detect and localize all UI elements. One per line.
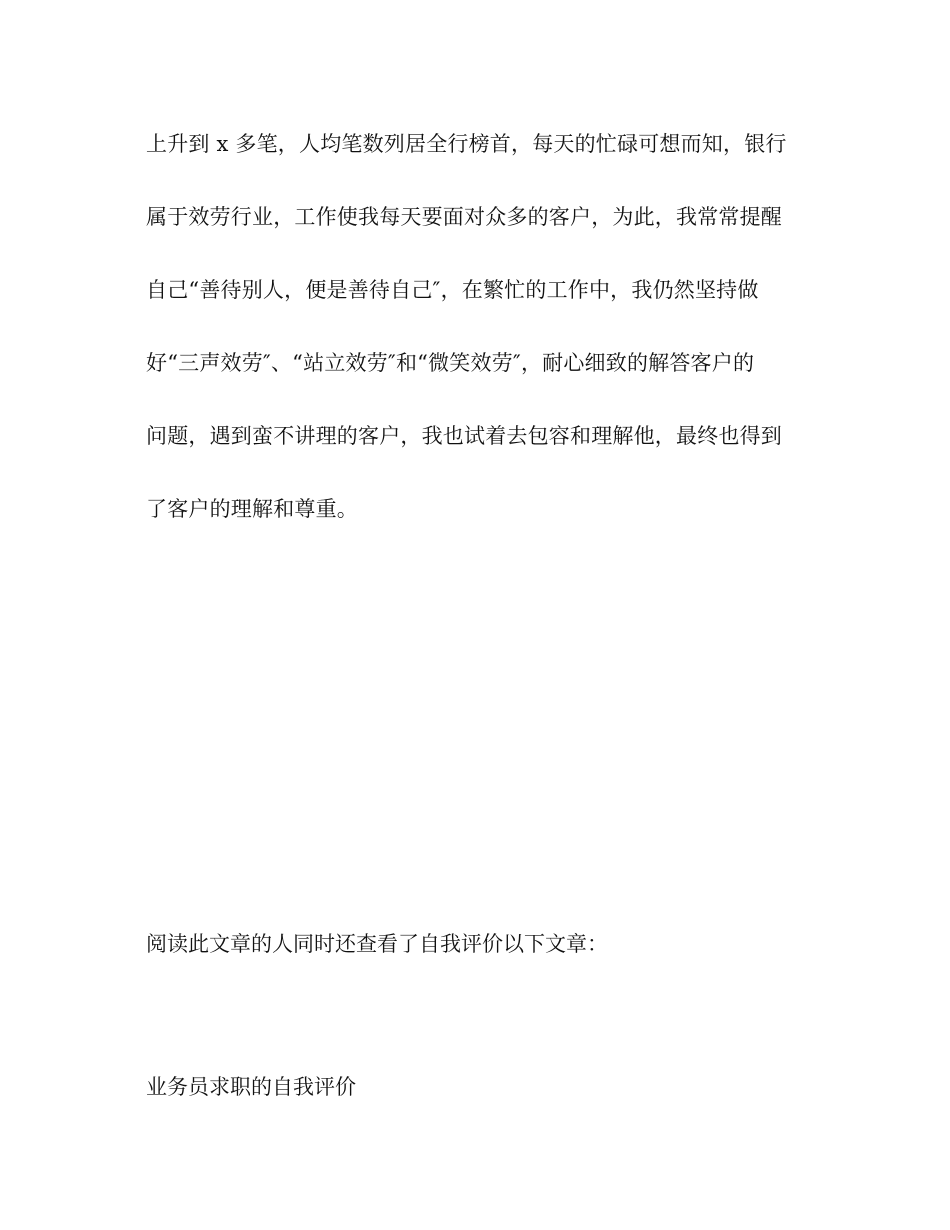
related-articles-heading: 阅读此文章的人同时还查看了自我评价以下文章：	[146, 932, 608, 956]
body-paragraph	[146, 124, 816, 562]
related-article-link[interactable]: 业务员求职的自我评价	[146, 1075, 356, 1099]
paragraph-line: 好“三声效劳″、“站立效劳″和“微笑效劳″，耐心细致的解答客户的	[146, 351, 755, 375]
paragraph-line: 问题，遇到蛮不讲理的客户，我也试着去包容和理解他，最终也得到	[146, 424, 782, 448]
paragraph-line: 上升到 x 多笔，人均笔数列居全行榜首，每天的忙碌可想而知，银行	[146, 132, 787, 156]
paragraph-line: 属于效劳行业，工作使我每天要面对众多的客户，为此，我常常提醒	[146, 205, 782, 229]
paragraph-line: 自己“善待别人，便是善待自己″，在繁忙的工作中，我仍然坚持做	[146, 278, 759, 302]
paragraph-line: 了客户的理解和尊重。	[146, 497, 358, 521]
